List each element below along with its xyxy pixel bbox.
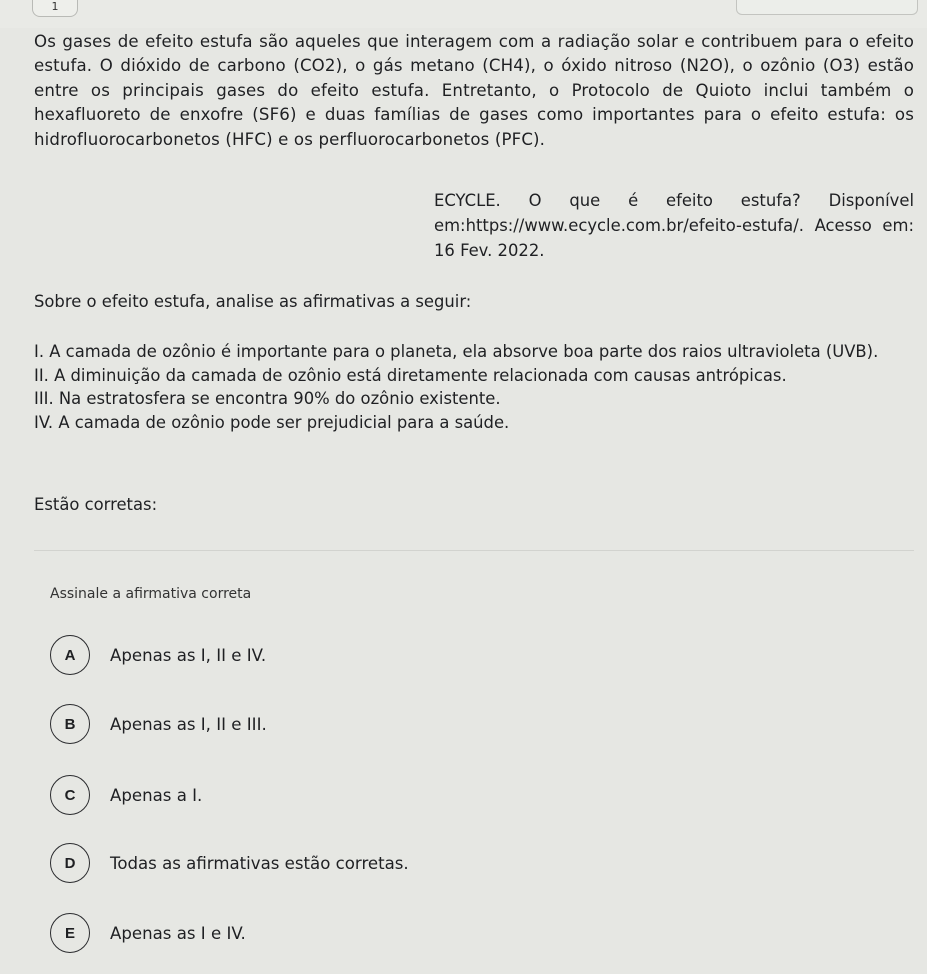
option-letter-badge[interactable]: B xyxy=(50,704,90,744)
answer-option-e[interactable] xyxy=(50,913,650,953)
option-letter-badge[interactable]: E xyxy=(50,913,90,953)
source-citation: ECYCLE. O que é efeito estufa? Disponível em:https://www.ecycle.com.br/efeito-estufa/. Acesso em: 16 Fev. 2022. xyxy=(434,191,914,260)
option-letter-badge[interactable]: A xyxy=(50,635,90,675)
answer-option-c[interactable] xyxy=(50,775,650,815)
statement-item-ii: II. A diminuição da camada de ozônio está diretamente relacionada com causas antrópicas. xyxy=(34,365,787,385)
answer-option-d[interactable] xyxy=(50,843,650,883)
section-divider xyxy=(34,550,914,551)
statement-item-iii: III. Na estratosfera se encontra 90% do ozônio existente. xyxy=(34,389,501,408)
question-number-tab[interactable]: 1 xyxy=(32,0,78,17)
option-text[interactable]: Apenas as I, II e IV. xyxy=(110,645,267,665)
option-letter-badge[interactable]: C xyxy=(50,775,90,815)
top-right-tab[interactable] xyxy=(736,0,918,15)
question-prompt: Sobre o efeito estufa, analise as afirmativas a seguir: xyxy=(34,292,472,311)
question-tail: Estão corretas: xyxy=(34,495,158,514)
answer-option-b[interactable] xyxy=(50,704,650,744)
option-text[interactable]: Apenas as I, II e III. xyxy=(110,714,267,734)
statement-list xyxy=(34,340,914,434)
option-letter-badge[interactable]: D xyxy=(50,843,90,883)
option-text[interactable]: Todas as afirmativas estão corretas. xyxy=(110,853,409,873)
option-text[interactable]: Apenas as I e IV. xyxy=(110,923,246,943)
answer-option-a[interactable] xyxy=(50,635,650,675)
question-statement: Os gases de efeito estufa são aqueles que interagem com a radiação solar e contribuem para o efeito estufa. O dióxido de carbono (CO2), o gás metano (CH4), o óxido nitroso (N2O), o ozônio (O3) estão entre os principais gases do efeito estufa. Entretanto, o Protocolo de Quioto inclui também o hexafluoreto de enxofre (SF6) e duas famílias de gases como importantes para o efeito estufa: os hidrofluorocarbonetos (HFC) e os perfluorocarbonetos (PFC). xyxy=(34,32,914,149)
statement-item-iv: IV. A camada de ozônio pode ser prejudicial para a saúde. xyxy=(34,412,510,432)
option-text[interactable]: Apenas a I. xyxy=(110,785,203,805)
answer-instruction: Assinale a afirmativa correta xyxy=(50,586,252,602)
statement-item-i: I. A camada de ozônio é importante para o planeta, ela absorve boa parte dos raios ultravioleta (UVB). xyxy=(34,342,879,361)
